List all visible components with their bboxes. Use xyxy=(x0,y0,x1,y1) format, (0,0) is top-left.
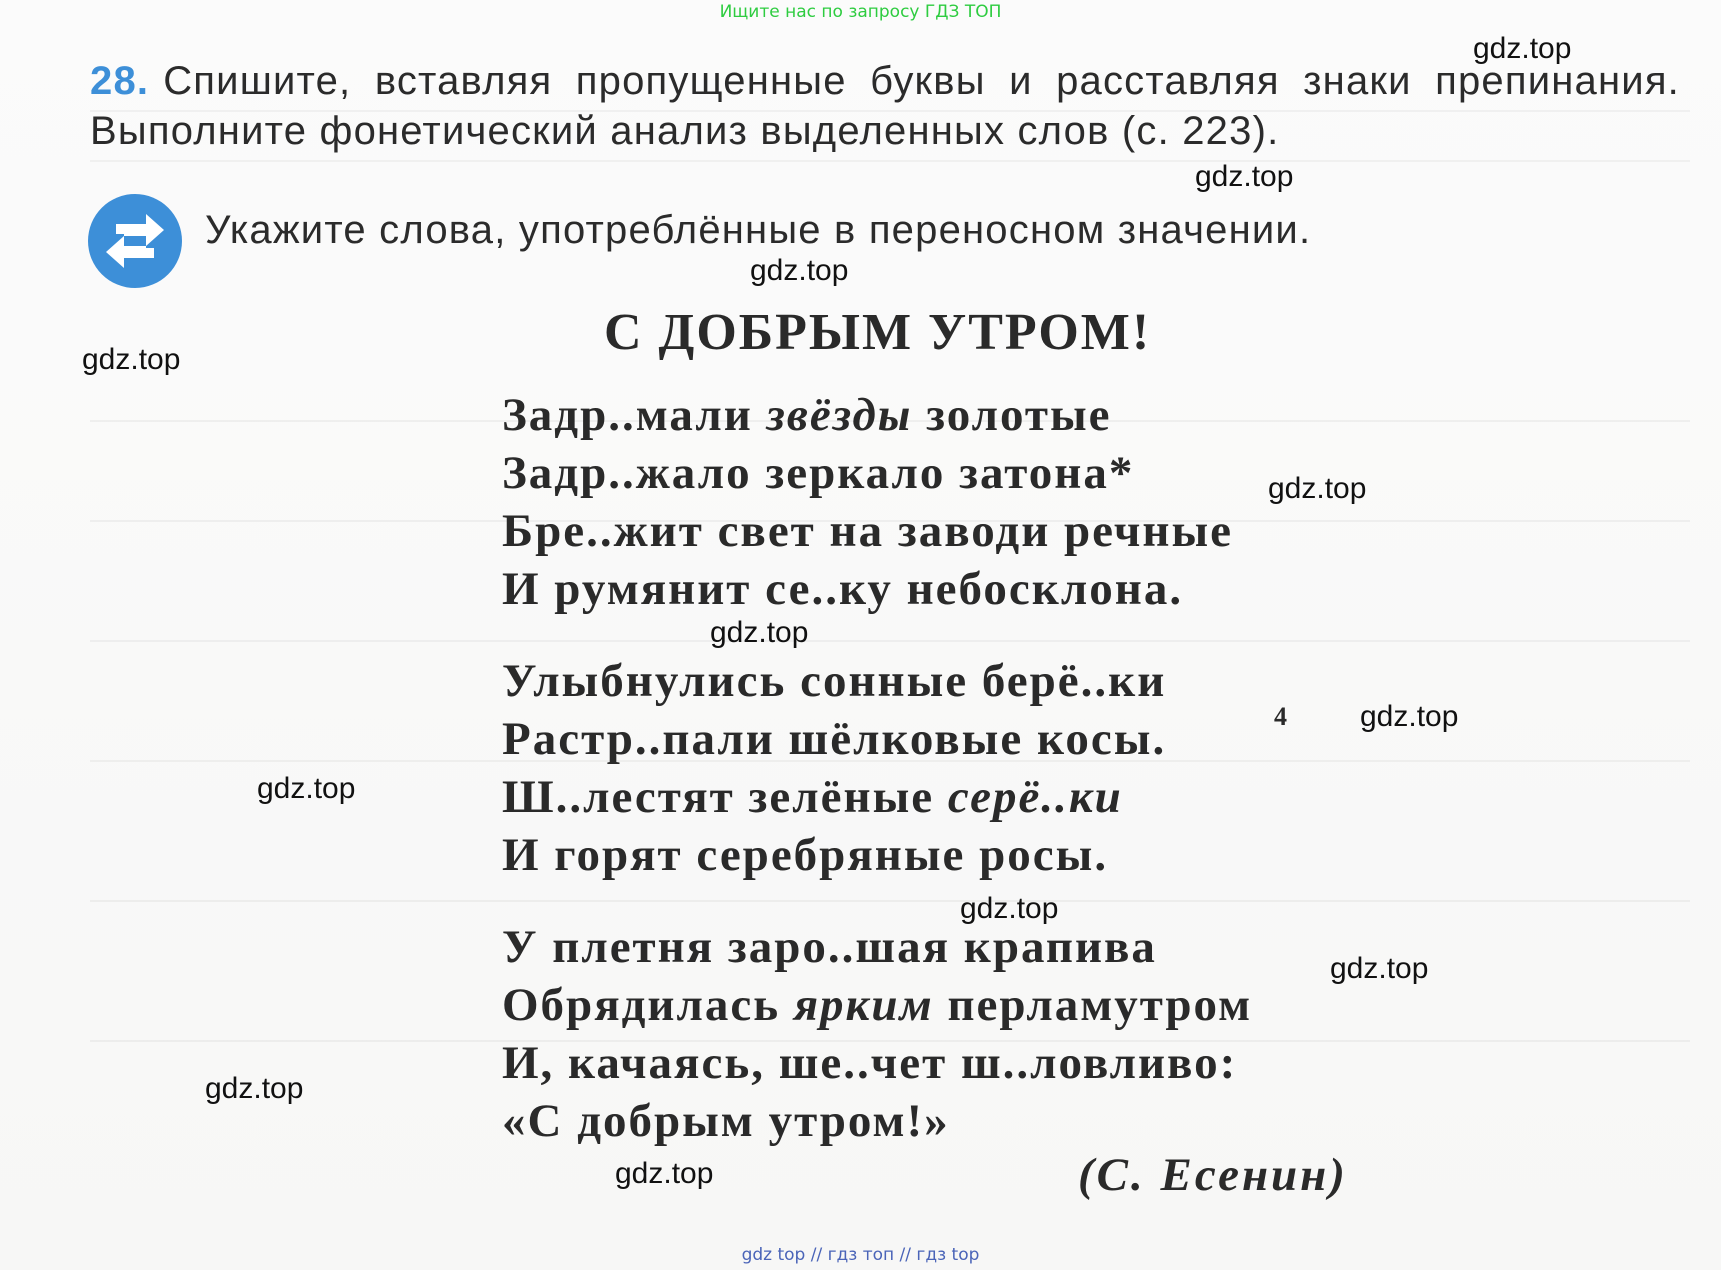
task-text: Спишите, вставляя пропущенные буквы и расставляя знаки препинания. Выполните фонетический анализ выделенных слов (с. 223). xyxy=(90,59,1680,153)
poem-line: Улыбнулись сонные берё..ки xyxy=(502,655,1167,707)
watermark: gdz.top xyxy=(1330,952,1429,985)
poem-line: «С добрым утром!» xyxy=(502,1095,950,1147)
refresh-arrows-icon xyxy=(88,194,182,288)
watermark: gdz.top xyxy=(615,1157,714,1190)
poem-line: Растр..пали шёлковые косы. xyxy=(502,713,1167,765)
poem-line: Обрядилась ярким перламутром xyxy=(502,979,1253,1031)
poem-title: С ДОБРЫМ УТРОМ! xyxy=(604,304,1152,361)
poem-line: И горят серебряные росы. xyxy=(502,829,1109,881)
poem-line: Задр..мали звёзды золотые xyxy=(502,389,1112,441)
poem-line: Ш..лестят зелёные серё..ки xyxy=(502,771,1123,823)
poem-line: У плетня заро..шая крапива xyxy=(502,921,1157,973)
poem-line: Бре..жит свет на заводи речные xyxy=(502,505,1234,557)
watermark: gdz.top xyxy=(960,892,1059,925)
extra-task-text: Укажите слова, употреблённые в переносном значении. xyxy=(205,208,1312,252)
bleed-line xyxy=(90,160,1690,162)
task-instructions xyxy=(90,56,1680,156)
poem-line: И, качаясь, ше..чет ш..ловливо: xyxy=(502,1037,1238,1089)
watermark: gdz.top xyxy=(1268,472,1367,505)
poem-line: И румянит се..ку небосклона. xyxy=(502,563,1184,615)
watermark: gdz.top xyxy=(750,254,849,287)
bottom-banner[interactable]: gdz top // гдз топ // гдз top xyxy=(741,1245,980,1265)
footnote-mark: 4 xyxy=(1274,702,1287,731)
poem-body xyxy=(502,386,1402,1150)
poem-author: (С. Есенин) xyxy=(1078,1149,1348,1201)
poem-line: Задр..жало зеркало затона* xyxy=(502,447,1135,499)
watermark: gdz.top xyxy=(82,343,181,376)
watermark: gdz.top xyxy=(1360,700,1459,733)
watermark: gdz.top xyxy=(1473,32,1572,65)
watermark: gdz.top xyxy=(205,1072,304,1105)
watermark: gdz.top xyxy=(710,616,809,649)
watermark: gdz.top xyxy=(1195,160,1294,193)
task-number: 28. xyxy=(90,59,150,103)
top-banner[interactable]: Ищите нас по запросу ГДЗ ТОП xyxy=(719,2,1002,22)
watermark: gdz.top xyxy=(257,772,356,805)
